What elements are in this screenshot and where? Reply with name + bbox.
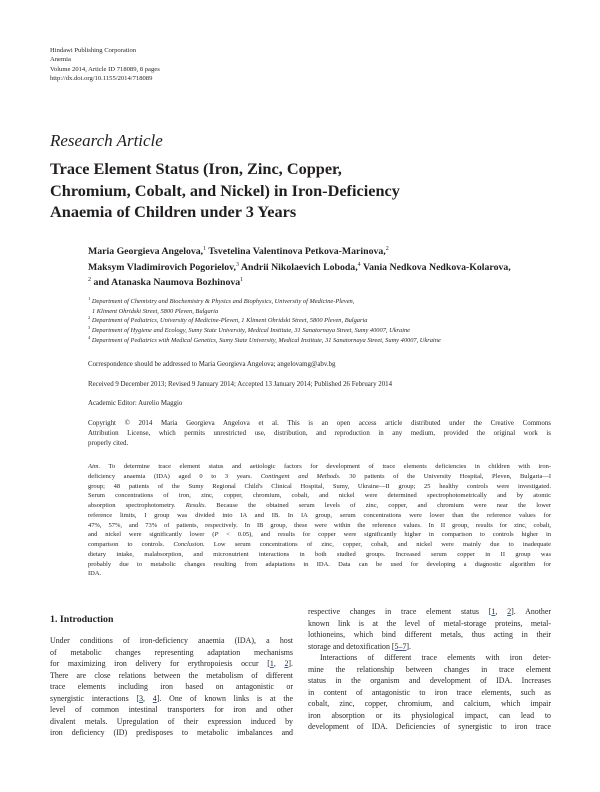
affil-sup: 4 xyxy=(88,334,91,340)
body-line: Under conditions of iron-deficiency anaemia (IDA), a host xyxy=(50,636,293,645)
abstract-text: group; 48 patients of the Sumy Regional Child's Clinical Hospital, Sumy, Ukraine—II group; 25 healthy controls were investigated. xyxy=(88,482,551,490)
affiliation-list xyxy=(88,297,560,346)
body-line: development of IDA. Deficiencies of synergistic to iron trace xyxy=(308,722,551,731)
doi-link[interactable]: http://dx.doi.org/10.1155/2014/718089 xyxy=(50,75,153,83)
citation-link[interactable]: 4 xyxy=(152,693,157,703)
author-affil-sup: 1 xyxy=(203,246,207,252)
title-line: Chromium, Cobalt, and Nickel) in Iron-Deficiency xyxy=(50,180,400,200)
title-line: Trace Element Status (Iron, Zinc, Copper, xyxy=(50,159,342,178)
body-line: iron absorption or its physiological impact, can lead to xyxy=(308,710,551,720)
abstract xyxy=(88,462,551,579)
abstract-text: 30 patients of the University Hospital, Pleven, Bulgaria—I xyxy=(340,472,552,480)
body-line: divalent metals. Upregulation of their expression induced by xyxy=(50,716,293,726)
affil-sup: 3 xyxy=(88,325,91,331)
body-text: , xyxy=(273,659,285,668)
body-line: level of common intestinal transporters for iron and other xyxy=(50,705,293,714)
journal-name: Anemia xyxy=(50,56,71,64)
author-affil-sup: 4 xyxy=(357,261,361,268)
body-line: iron deficiency (ID) predisposes to metabolic imbalances and xyxy=(50,728,293,737)
author-affil-sup: 2 xyxy=(88,277,91,283)
citation-link[interactable]: 3 xyxy=(139,693,144,703)
body-text: storage and detoxification [ xyxy=(308,641,395,651)
abstract-text: deficiency anaemia (IDA) aged 0 to 3 years. xyxy=(88,472,261,480)
editor-text: Academic Editor: Aurelio Maggio xyxy=(88,400,183,407)
section-heading: 1. Introduction xyxy=(50,614,114,625)
author-name: Andrii Nikolaevich Loboda, xyxy=(240,261,358,273)
author-name: Tsvetelina Valentinova Petkova-Marinova, xyxy=(208,246,386,257)
affiliation: Department of Pediatrics, University of Medicine-Pleven, 1 Kliment Ohridski Street, 5800 Pleven, Bulgaria xyxy=(91,317,368,325)
copyright-notice xyxy=(88,419,551,448)
body-column-left xyxy=(50,635,293,739)
affiliation: Department of Hygiene and Ecology, Sumy State University, Medical Institute, 31 Sanatornaya Street, Sumy 40007, Ukraine xyxy=(91,327,411,335)
body-line: cobalt, zinc, copper, chromium, and calcium, which impair xyxy=(308,699,551,708)
citation-link[interactable]: 5–7 xyxy=(394,641,407,651)
author-name: Maria Georgieva Angelova, xyxy=(88,246,204,257)
p-value-symbol: P xyxy=(214,531,219,539)
affiliation: Department of Chemistry and Biochemistry & Physics and Biophysics, University of Medicine-Pleven, xyxy=(91,298,355,305)
abstract-text: To determine trace element status and aetiologic factors for development of trace elements deficiencies in children with iron- xyxy=(100,463,551,470)
volume-info: Volume 2014, Article ID 718089, 8 pages xyxy=(50,65,160,73)
author-name: Vania Nedkova Nedkova-Kolarova, xyxy=(362,261,511,273)
body-line: known link is at the level of metal-storage proteins, metal- xyxy=(308,618,551,628)
abstract-text: Serum concentrations of iron, zinc, copper, chromium, cobalt, and nickel were determined spectrophotometrically and by atomic xyxy=(88,492,551,500)
abstract-text: IDA. xyxy=(88,570,102,578)
dates-text: Received 9 December 2013; Revised 9 January 2014; Accepted 13 January 2014; Published 26 February 2014 xyxy=(88,381,393,388)
body-text: , xyxy=(143,693,153,703)
affil-sup: 2 xyxy=(88,315,91,321)
correspondence-text: Correspondence should be addressed to Maria Georgieva Angelova; angelovamg@abv.bg xyxy=(88,361,336,368)
copyright-line: Copyright © 2014 Maria Georgieva Angelova et al. This is an open access article distributed under the Creative Commons xyxy=(88,420,551,427)
abstract-text: comparison to controls. xyxy=(88,541,174,548)
body-text: ]. Another xyxy=(511,607,551,616)
journal-header xyxy=(50,46,160,84)
body-line: There are close relations between the metabolism of different xyxy=(50,670,293,680)
body-line: status in the organism and development of IDA. Increases xyxy=(308,676,551,685)
author-affil-sup: 3 xyxy=(235,261,239,268)
academic-editor xyxy=(88,399,558,409)
abstract-text: probably due to metabolic changes resulting from adaptations in IDA. Data can be used for developing a diagnostic algorithm for xyxy=(88,560,551,568)
abstract-text: and nickel were significantly lower ( xyxy=(88,531,215,539)
body-text: for maximizing iron delivery for erythropoiesis occur [ xyxy=(50,659,270,668)
abstract-text: dietary intake, malabsorption, and micronutrient interactions in both studied groups. Increased serum copper in II group was xyxy=(88,550,551,558)
author-list xyxy=(88,244,558,291)
abstract-text: absorption spectrophotometry. xyxy=(88,502,186,509)
affil-sup: 1 xyxy=(88,296,91,301)
publisher-name: Hindawi Publishing Corporation xyxy=(50,47,137,54)
body-line: mine the relationship between changes in trace element xyxy=(308,664,551,674)
correspondence xyxy=(88,360,558,370)
body-text: synergistic interactions [ xyxy=(50,693,140,703)
abstract-label: Aim. xyxy=(88,463,101,470)
body-line: Interactions of different trace elements with iron deter- xyxy=(320,653,551,662)
body-text: respective changes in trace element status [ xyxy=(308,607,492,616)
body-line: of metabolic changes representing adaptation mechanisms xyxy=(50,647,293,657)
abstract-text: Low serum concentrations of zinc, copper, cobalt, and nickel were mainly due to inadequate xyxy=(204,541,551,548)
abstract-label: Conclusion. xyxy=(173,541,205,548)
affiliation: Department of Pediatrics with Medical Genetics, Sumy State University, Medical Institute, 31 Sanatornaya Street, Sumy 40007, Ukraine xyxy=(91,336,441,344)
article-dates xyxy=(88,380,558,390)
abstract-text: 47%, 57%, and 73% of patients, respectively. In IB group, these were within the reference values. In II group, results for zinc, cobalt, xyxy=(88,521,551,529)
abstract-text: Because the obtained serum levels of zinc, copper, and chromium were near the lower xyxy=(206,502,551,509)
article-title xyxy=(50,158,480,223)
citation-link[interactable]: 1 xyxy=(491,607,496,616)
citation-link[interactable]: 1 xyxy=(269,659,274,668)
article-type: Research Article xyxy=(50,131,163,150)
body-text: , xyxy=(495,607,508,616)
citation-link[interactable]: 2 xyxy=(507,607,512,616)
body-line: lothioneins, which bind different metals, thus acting in their xyxy=(308,630,551,639)
author-affil-sup: 1 xyxy=(240,277,244,283)
citation-link[interactable]: 2 xyxy=(284,659,289,668)
author-name: and Atanaska Naumova Bozhinova xyxy=(93,277,241,288)
abstract-label: Results. xyxy=(185,502,207,509)
affiliation: 1 Kliment Ohridski Street, 5800 Pleven, Bulgaria xyxy=(92,307,219,315)
author-name: Maksym Vladimirovich Pogorielov, xyxy=(88,261,236,273)
body-text: ]. One of known links is at the xyxy=(156,693,293,703)
body-text: ]. xyxy=(406,641,411,651)
copyright-line: Attribution License, which permits unrestricted use, distribution, and reproduction in any medium, provided the original work is xyxy=(88,429,551,437)
abstract-text: reference limits, I group was divided into IA and IB. In IA group, serum concentrations were lower than the reference values for xyxy=(88,511,551,519)
author-affil-sup: 2 xyxy=(385,246,389,252)
abstract-label: Contingent and Methods. xyxy=(260,472,341,480)
abstract-text: < 0.05), and results for copper were significantly higher in comparison to controls higher in xyxy=(218,531,551,539)
body-line: in content of antagonistic to iron trace elements, such as xyxy=(308,687,551,697)
body-column-right xyxy=(308,606,551,733)
copyright-line: properly cited. xyxy=(88,439,129,447)
body-line: trace elements including iron based on antagonistic or xyxy=(50,682,293,691)
body-text: ]. xyxy=(288,659,293,668)
title-line: Anaemia of Children under 3 Years xyxy=(50,202,297,221)
